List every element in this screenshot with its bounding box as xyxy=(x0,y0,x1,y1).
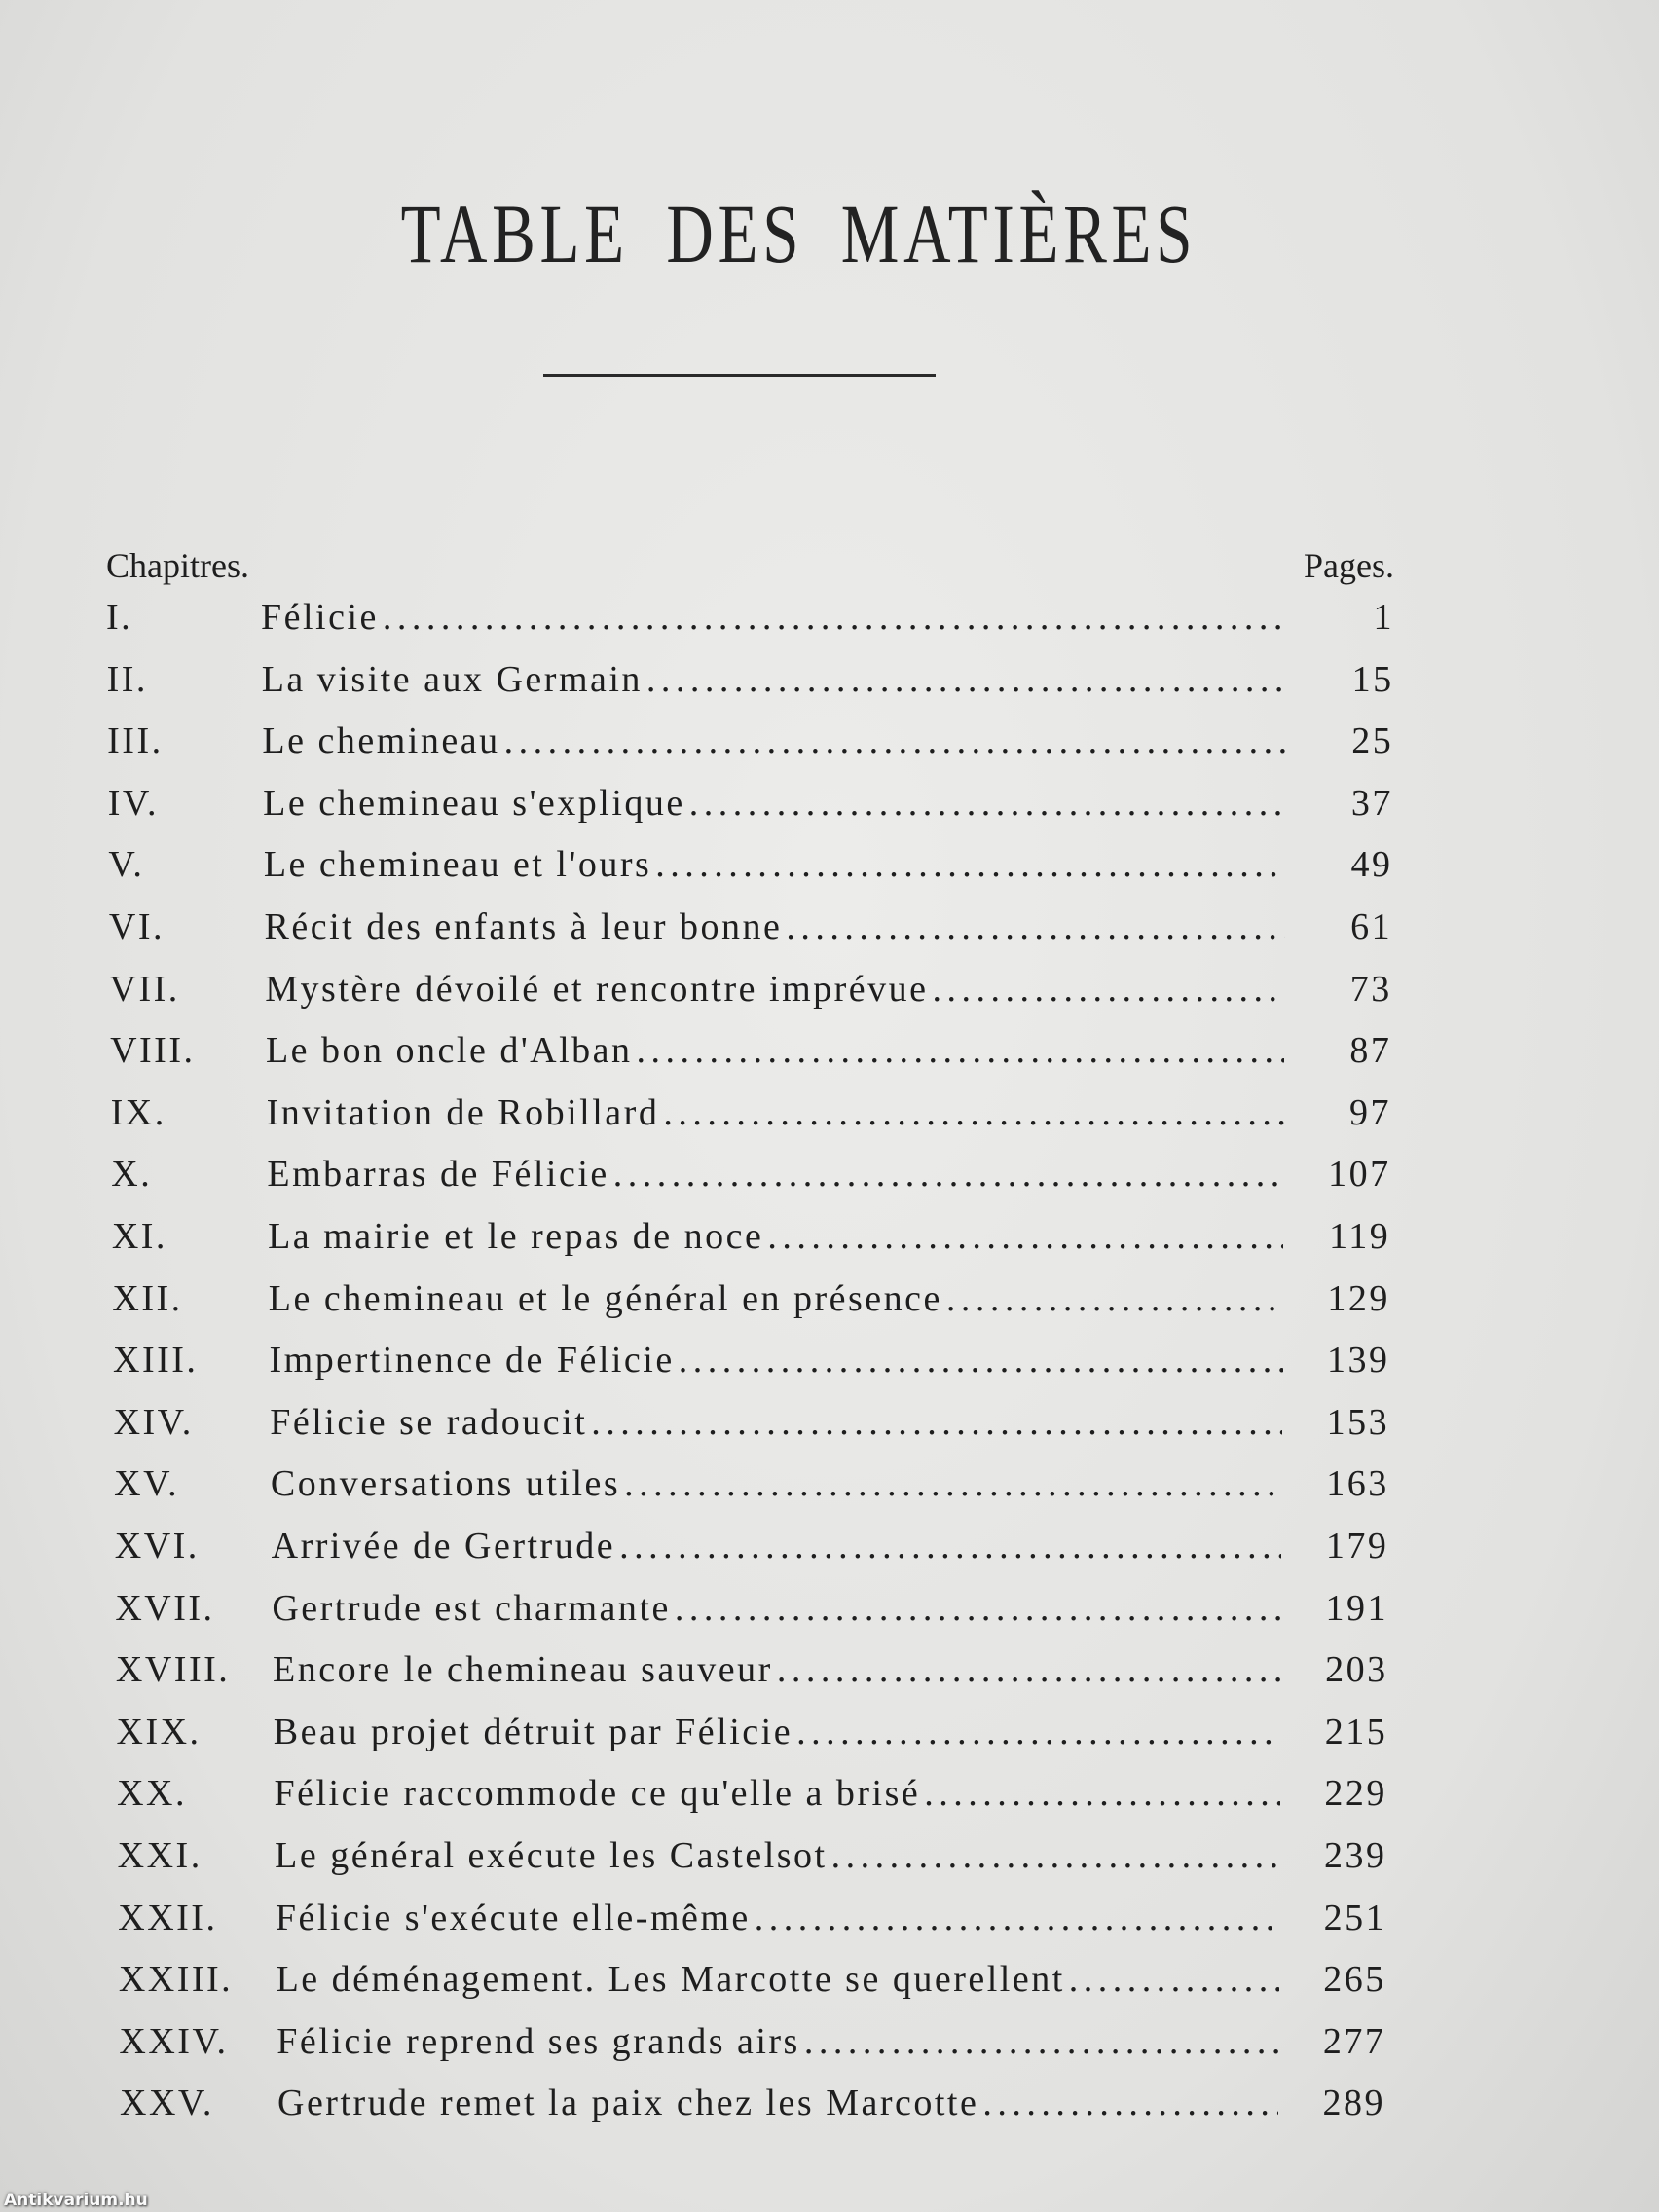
dot-leader xyxy=(1069,1958,1279,2001)
toc-entry xyxy=(0,1339,1659,1387)
toc-entry xyxy=(0,1153,1659,1201)
page-number: 1 xyxy=(1373,597,1394,638)
toc-entry xyxy=(0,719,1659,768)
chapter-title: Récit des enfants à leur bonne xyxy=(264,906,783,947)
chapters-column-header: Chapitres. xyxy=(106,546,249,585)
chapter-number: XVIII. xyxy=(115,1649,231,1691)
page-number: 87 xyxy=(1349,1030,1392,1072)
page-number: 265 xyxy=(1323,1959,1386,2001)
page-number: 107 xyxy=(1328,1154,1391,1196)
page-number: 73 xyxy=(1349,968,1392,1010)
chapter-title-with-leader xyxy=(276,1897,1279,1939)
chapter-number: XII. xyxy=(112,1277,183,1319)
page-number: 61 xyxy=(1350,906,1393,947)
toc-entry xyxy=(0,2020,1659,2069)
pages-column-header: Pages. xyxy=(1304,546,1394,585)
page-number: 229 xyxy=(1324,1773,1387,1815)
chapter-title: Invitation de Robillard xyxy=(266,1091,660,1133)
chapter-number: XIII. xyxy=(113,1340,199,1382)
dot-leader xyxy=(982,2082,1278,2124)
page-number: 129 xyxy=(1327,1277,1390,1319)
chapter-title: Gertrude remet la paix chez les Marcotte xyxy=(277,2083,979,2124)
chapter-title-with-leader xyxy=(265,905,1286,948)
chapter-title: Félicie reprend ses grands airs xyxy=(276,2020,800,2062)
chapter-number: V. xyxy=(108,844,145,886)
dot-leader xyxy=(689,782,1286,825)
dot-leader xyxy=(804,2020,1279,2063)
dot-leader xyxy=(383,596,1287,639)
chapter-title-with-leader xyxy=(272,1525,1282,1567)
dot-leader xyxy=(613,1153,1284,1196)
watermark: Antikvarium.hu xyxy=(4,2191,148,2210)
chapter-number: IX. xyxy=(110,1091,166,1133)
chapter-title: Le chemineau et l'ours xyxy=(263,844,652,886)
page-number: 239 xyxy=(1324,1835,1387,1876)
chapter-number: XIX. xyxy=(116,1711,202,1752)
dot-leader xyxy=(755,1897,1279,1939)
chapter-title-with-leader xyxy=(268,1215,1283,1258)
toc-entry xyxy=(0,843,1659,892)
chapter-title-with-leader xyxy=(276,1958,1279,2001)
chapter-number: VI. xyxy=(108,906,166,947)
toc-entry xyxy=(0,1897,1659,1945)
dot-leader xyxy=(504,719,1287,762)
page-number: 289 xyxy=(1322,2083,1385,2124)
chapter-number: XI. xyxy=(111,1216,167,1257)
chapter-title: La mairie et le repas de noce xyxy=(268,1216,764,1257)
chapter-title-with-leader xyxy=(274,1772,1279,1815)
chapter-title: Le chemineau s'explique xyxy=(263,782,685,824)
dot-leader xyxy=(786,905,1285,948)
chapter-number: II. xyxy=(106,658,148,700)
chapter-title: Le chemineau et le général en présence xyxy=(268,1277,942,1319)
chapter-title-with-leader xyxy=(277,2082,1278,2124)
page-number: 163 xyxy=(1326,1463,1389,1505)
page-number: 179 xyxy=(1325,1526,1389,1567)
chapter-number: I. xyxy=(106,597,133,638)
toc-entry xyxy=(0,1462,1659,1511)
chapter-number: XXV. xyxy=(120,2083,214,2124)
page-number: 191 xyxy=(1325,1587,1388,1629)
page-number: 49 xyxy=(1350,844,1393,886)
chapter-number: XVI. xyxy=(114,1526,200,1567)
chapter-title-with-leader xyxy=(276,2020,1278,2063)
chapter-title-with-leader xyxy=(275,1834,1279,1877)
chapter-title-with-leader xyxy=(269,1277,1283,1320)
chapter-number: XV. xyxy=(114,1463,180,1505)
chapter-title: Conversations utiles xyxy=(270,1463,621,1505)
toc-entry xyxy=(0,1215,1659,1264)
toc-entry xyxy=(0,905,1659,954)
page-number: 215 xyxy=(1324,1711,1388,1752)
chapter-number: X. xyxy=(111,1154,153,1196)
toc-entry xyxy=(0,658,1659,707)
toc-entry xyxy=(0,1029,1659,1078)
toc-entry xyxy=(0,1648,1659,1697)
toc-entry xyxy=(0,2082,1659,2130)
chapter-number: XIV. xyxy=(113,1401,194,1443)
chapter-title: Gertrude est charmante xyxy=(272,1587,671,1629)
chapter-title-with-leader xyxy=(266,1029,1284,1072)
chapter-title-with-leader xyxy=(270,1339,1283,1382)
page-number: 25 xyxy=(1351,720,1394,762)
chapter-title: Le général exécute les Castelsot xyxy=(275,1835,828,1876)
chapter-number: VIII. xyxy=(110,1030,196,1072)
chapter-title: Mystère dévoilé et rencontre imprévue xyxy=(265,968,929,1010)
page-number: 97 xyxy=(1349,1091,1391,1133)
chapter-title-with-leader xyxy=(263,782,1286,825)
dot-leader xyxy=(675,1587,1281,1630)
chapter-title: Félicie xyxy=(261,597,379,638)
page-title: TABLE DES MATIÈRES xyxy=(400,187,1198,280)
toc-entry xyxy=(0,1711,1659,1759)
chapter-title: La visite aux Germain xyxy=(261,658,643,700)
toc-entry xyxy=(0,1525,1659,1573)
dot-leader xyxy=(591,1401,1282,1444)
chapter-title-with-leader xyxy=(264,843,1286,886)
chapter-number: XXIV. xyxy=(119,2020,229,2062)
chapter-title: Embarras de Félicie xyxy=(267,1154,609,1196)
chapter-number: XVII. xyxy=(115,1587,215,1629)
chapter-title-with-leader xyxy=(273,1648,1281,1691)
title-rule-divider xyxy=(543,374,936,377)
chapter-title-with-leader xyxy=(262,658,1287,701)
dot-leader xyxy=(646,658,1287,701)
chapter-title-with-leader xyxy=(267,1091,1284,1134)
toc-entry xyxy=(0,1091,1659,1140)
chapter-title: Beau projet détruit par Félicie xyxy=(273,1711,793,1752)
dot-leader xyxy=(679,1339,1283,1382)
dot-leader xyxy=(637,1029,1285,1072)
page-number: 119 xyxy=(1329,1216,1391,1257)
page-number: 153 xyxy=(1326,1401,1390,1443)
dot-leader xyxy=(777,1648,1281,1691)
chapter-title: Impertinence de Félicie xyxy=(269,1340,675,1382)
dot-leader xyxy=(796,1711,1280,1753)
page-number: 37 xyxy=(1350,782,1393,824)
dot-leader xyxy=(619,1525,1281,1567)
toc-entry xyxy=(0,782,1659,830)
chapter-number: XXI. xyxy=(117,1835,203,1876)
chapter-title-with-leader xyxy=(271,1462,1282,1505)
page-number: 277 xyxy=(1322,2020,1386,2062)
chapter-title: Félicie s'exécute elle-même xyxy=(275,1897,751,1938)
chapter-title: Félicie raccommode ce qu'elle a brisé xyxy=(274,1773,921,1815)
toc-entry xyxy=(0,1401,1659,1450)
chapter-title-with-leader xyxy=(265,968,1285,1011)
chapter-title: Le bon oncle d'Alban xyxy=(265,1030,633,1072)
page-number: 251 xyxy=(1323,1897,1387,1938)
dot-leader xyxy=(831,1834,1280,1877)
chapter-number: XXIII. xyxy=(118,1959,234,2001)
dot-leader xyxy=(663,1091,1284,1134)
toc-entry xyxy=(0,968,1659,1016)
chapter-number: XXII. xyxy=(118,1897,218,1938)
chapter-title-with-leader xyxy=(267,1153,1283,1196)
dot-leader xyxy=(655,843,1285,886)
chapter-number: III. xyxy=(107,720,164,762)
chapter-title: Arrivée de Gertrude xyxy=(271,1526,616,1567)
chapter-title-with-leader xyxy=(262,719,1286,762)
chapter-number: IV. xyxy=(107,782,159,824)
toc-entry xyxy=(0,596,1659,645)
chapter-title-with-leader xyxy=(261,596,1287,639)
toc-entry xyxy=(0,1958,1659,2007)
chapter-title: Encore le chemineau sauveur xyxy=(273,1649,773,1691)
chapter-title-with-leader xyxy=(270,1401,1282,1444)
chapter-title: Félicie se radoucit xyxy=(270,1401,588,1443)
toc-entry xyxy=(0,1772,1659,1821)
dot-leader xyxy=(767,1215,1283,1258)
page-number: 139 xyxy=(1327,1340,1390,1382)
dot-leader xyxy=(624,1462,1282,1505)
dot-leader xyxy=(924,1772,1280,1815)
chapter-title-with-leader xyxy=(272,1587,1281,1630)
chapter-number: XX. xyxy=(117,1773,187,1815)
toc-entry xyxy=(0,1587,1659,1636)
toc-entry xyxy=(0,1277,1659,1326)
chapter-title: Le déménagement. Les Marcotte se querellent xyxy=(276,1959,1065,2001)
chapter-title-with-leader xyxy=(274,1711,1281,1753)
chapter-number: VII. xyxy=(109,968,180,1010)
toc-entry xyxy=(0,1834,1659,1883)
page-number: 15 xyxy=(1351,658,1394,700)
dot-leader xyxy=(933,968,1285,1011)
dot-leader xyxy=(946,1277,1283,1320)
chapter-title: Le chemineau xyxy=(262,720,500,762)
page-number: 203 xyxy=(1325,1649,1388,1691)
